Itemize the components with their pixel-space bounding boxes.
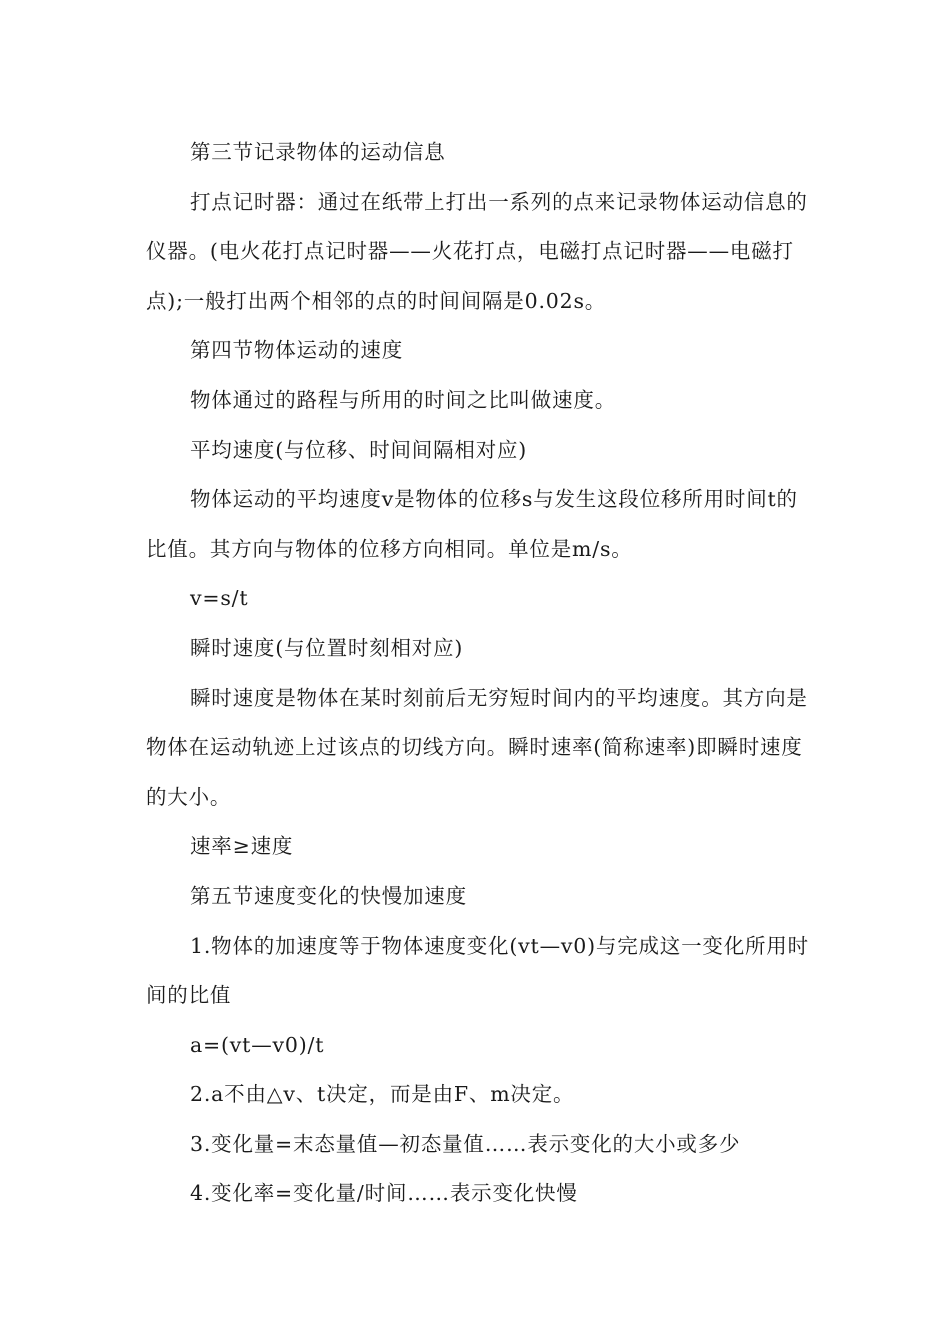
list-item-1: 1.物体的加速度等于物体速度变化(vt—v0)与完成这一变化所用时间的比值 <box>146 933 809 1008</box>
paragraph-instantaneous-velocity: 瞬时速度是物体在某时刻前后无穷短时间内的平均速度。其方向是物体在运动轨迹上过该点的切线方向。瞬时速率(简称速率)即瞬时速度的大小。 <box>146 685 808 809</box>
paragraph-rate-vs-velocity: 速率≥速度 <box>190 834 294 859</box>
subheading-average-velocity: 平均速度(与位移、时间间隔相对应) <box>190 437 528 462</box>
section-heading-5: 第五节速度变化的快慢加速度 <box>190 883 467 908</box>
document-body <box>146 128 814 1219</box>
list-item-2: 2.a不由△v、t决定，而是由F、m决定。 <box>190 1082 575 1107</box>
list-item-3: 3.变化量=末态量值—初态量值……表示变化的大小或多少 <box>190 1131 741 1156</box>
section-heading-4: 第四节物体运动的速度 <box>190 338 403 363</box>
formula-acceleration: a=(vt—v0)/t <box>190 1032 325 1057</box>
paragraph-speed-definition: 物体通过的路程与所用的时间之比叫做速度。 <box>190 387 616 412</box>
subheading-instantaneous-velocity: 瞬时速度(与位置时刻相对应) <box>190 635 464 660</box>
paragraph-dot-timer: 打点记时器：通过在纸带上打出一系列的点来记录物体运动信息的仪器。(电火花打点记时器——火花打点，电磁打点记时器——电磁打点);一般打出两个相邻的点的时间间隔是0.02s。 <box>146 189 808 313</box>
paragraph-average-velocity: 物体运动的平均速度v是物体的位移s与发生这段位移所用时间t的比值。其方向与物体的位移方向相同。单位是m/s。 <box>146 487 798 561</box>
section-heading-3: 第三节记录物体的运动信息 <box>190 140 446 164</box>
formula-velocity: v=s/t <box>190 586 249 611</box>
list-item-4: 4.变化率=变化量/时间……表示变化快慢 <box>190 1181 578 1206</box>
